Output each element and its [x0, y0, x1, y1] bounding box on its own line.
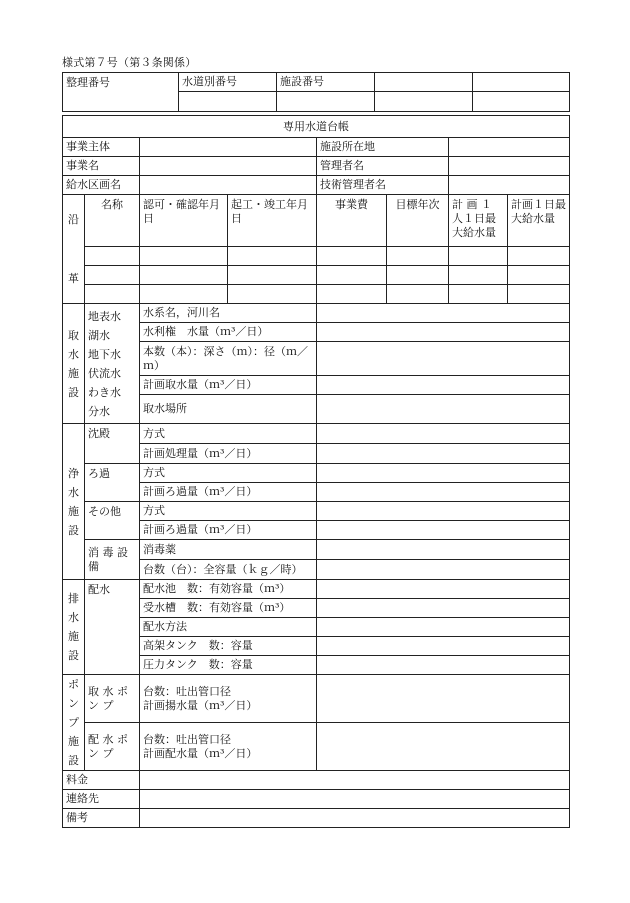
distribution-char: 水 — [68, 611, 79, 624]
form-caption: 様式第７号（第３条関係） — [62, 56, 197, 69]
suidou-label: 水道別番号 — [179, 73, 277, 92]
intake-char: 取 — [68, 328, 79, 342]
intake-row-label: 本数（本）：深さ（ｍ）：径（ｍ／ｍ） — [140, 342, 317, 376]
intake-category: 湖水 — [88, 328, 110, 342]
jigyou-shutai-label: 事業主体 — [63, 138, 140, 157]
header-blank-2[interactable] — [473, 73, 570, 92]
kyusui-value[interactable] — [140, 176, 317, 195]
page-title: 専用水道台帳 — [63, 116, 570, 138]
pump-char: 施 — [68, 735, 79, 748]
purification-row-label: 台数（台）：全容量（ｋｇ／時） — [140, 560, 317, 580]
history-cell[interactable] — [228, 266, 317, 285]
gijutsu-value[interactable] — [449, 176, 570, 195]
intake-row-label: 取水場所 — [140, 395, 317, 424]
pump-section-label — [63, 675, 85, 771]
shozaichi-label: 施設所在地 — [317, 138, 449, 157]
pump-row-label: 台数：吐出管口径 計画揚水量（ｍ³／日） — [140, 675, 317, 723]
header-blank-3[interactable] — [375, 92, 473, 112]
history-col-name: 名称 — [85, 195, 140, 247]
distribution-row-value[interactable] — [317, 580, 570, 599]
intake-row-label: 水利権 水量（ｍ³／日） — [140, 323, 317, 342]
history-cell[interactable] — [317, 266, 387, 285]
intake-category: 地表水 — [88, 309, 121, 323]
distribution-row-label: 受水槽 数：有効容量（ｍ³） — [140, 599, 317, 618]
purification-row-label: 計画ろ過量（ｍ³／日） — [140, 483, 317, 502]
history-cell[interactable] — [508, 266, 570, 285]
history-char: 沿 — [68, 213, 79, 226]
distribution-group: 配水 — [85, 580, 140, 675]
intake-row-label: 計画取水量（ｍ³／日） — [140, 376, 317, 395]
history-cell[interactable] — [140, 285, 228, 304]
distribution-row-label: 高架タンク 数：容量 — [140, 637, 317, 656]
distribution-char: 施 — [68, 630, 79, 643]
pump-row-value[interactable] — [317, 723, 570, 771]
intake-char: 水 — [68, 347, 79, 361]
intake-category: わき水 — [88, 385, 121, 399]
purification-row-label: 消毒薬 — [140, 540, 317, 560]
purification-row-label: 方式 — [140, 424, 317, 444]
intake-char: 設 — [68, 385, 79, 399]
purification-row-value[interactable] — [317, 483, 570, 502]
history-section-label — [63, 195, 85, 304]
purification-row-value[interactable] — [317, 444, 570, 464]
intake-row-value[interactable] — [317, 304, 570, 323]
purification-group-disinfection: 消 毒 設 備 — [85, 540, 140, 580]
header-blank-1[interactable] — [375, 73, 473, 92]
history-cell[interactable] — [317, 285, 387, 304]
history-col-target: 目標年次 — [387, 195, 449, 247]
history-cell[interactable] — [140, 247, 228, 266]
history-cell[interactable] — [387, 285, 449, 304]
purification-row-value[interactable] — [317, 560, 570, 580]
purification-char: 水 — [68, 485, 79, 499]
purification-char: 浄 — [68, 466, 79, 480]
pump-group-intake: 取 水 ポ ン プ — [85, 675, 140, 723]
history-cell[interactable] — [449, 266, 508, 285]
ryoukin-label: 料金 — [63, 771, 140, 790]
history-col-construction: 起工・竣工年月日 — [228, 195, 317, 247]
history-cell[interactable] — [508, 285, 570, 304]
intake-row-value[interactable] — [317, 342, 570, 376]
purification-row-value[interactable] — [317, 540, 570, 560]
jigyou-mei-label: 事業名 — [63, 157, 140, 176]
purification-row-label: 方式 — [140, 464, 317, 483]
intake-row-value[interactable] — [317, 376, 570, 395]
kanrisha-value[interactable] — [449, 157, 570, 176]
history-cell[interactable] — [449, 285, 508, 304]
purification-row-value[interactable] — [317, 464, 570, 483]
pump-char: ポ — [68, 678, 79, 691]
history-cell[interactable] — [317, 247, 387, 266]
pump-char: 設 — [68, 754, 79, 767]
history-col-per-capita: 計 画 １ 人１日最大給水量 — [449, 195, 508, 247]
intake-row-label: 水系名，河川名 — [140, 304, 317, 323]
history-cell[interactable] — [508, 247, 570, 266]
suidou-value[interactable] — [179, 92, 277, 112]
intake-categories — [85, 304, 140, 424]
shisetsu-label: 施設番号 — [277, 73, 375, 92]
purification-section-label — [63, 424, 85, 580]
history-cell[interactable] — [387, 266, 449, 285]
distribution-row-label: 圧力タンク 数：容量 — [140, 656, 317, 675]
pump-char: ン — [68, 697, 79, 710]
distribution-section-label — [63, 580, 85, 675]
shisetsu-value[interactable] — [277, 92, 375, 112]
purification-row-label: 計画処理量（ｍ³／日） — [140, 444, 317, 464]
history-cell[interactable] — [387, 247, 449, 266]
distribution-char: 設 — [68, 649, 79, 662]
distribution-row-value[interactable] — [317, 656, 570, 675]
history-cell[interactable] — [228, 247, 317, 266]
jigyou-shutai-value[interactable] — [140, 138, 317, 157]
bikou-value[interactable] — [140, 809, 570, 828]
history-col-cost: 事業費 — [317, 195, 387, 247]
purification-row-value[interactable] — [317, 502, 570, 521]
seiri-label: 整理番号 — [63, 73, 179, 112]
history-cell[interactable] — [85, 247, 140, 266]
purification-group-sediment: 沈殿 — [85, 424, 140, 464]
distribution-char: 排 — [68, 592, 79, 605]
purification-group-other: その他 — [85, 502, 140, 540]
pump-char: プ — [68, 716, 79, 729]
purification-row-label: 方式 — [140, 502, 317, 521]
distribution-row-label: 配水池 数：有効容量（ｍ³） — [140, 580, 317, 599]
purification-group-filtration: ろ過 — [85, 464, 140, 502]
distribution-row-value[interactable] — [317, 599, 570, 618]
jigyou-mei-value[interactable] — [140, 157, 317, 176]
history-col-daily-max: 計画１日最大給水量 — [508, 195, 570, 247]
distribution-row-value[interactable] — [317, 618, 570, 637]
history-cell[interactable] — [85, 266, 140, 285]
purification-char: 施 — [68, 504, 79, 518]
ryoukin-value[interactable] — [140, 771, 570, 790]
header-blank-4[interactable] — [473, 92, 570, 112]
renrakusaki-value[interactable] — [140, 790, 570, 809]
pump-group-distribution: 配 水 ポ ン プ — [85, 723, 140, 771]
kyusui-label: 給水区画名 — [63, 176, 140, 195]
distribution-row-label: 配水方法 — [140, 618, 317, 637]
intake-char: 施 — [68, 366, 79, 380]
intake-category: 分水 — [88, 404, 110, 418]
history-cell[interactable] — [449, 247, 508, 266]
purification-char: 設 — [68, 523, 79, 537]
purification-row-value[interactable] — [317, 521, 570, 540]
intake-row-value[interactable] — [317, 395, 570, 424]
gijutsu-label: 技術管理者名 — [317, 176, 449, 195]
purification-row-value[interactable] — [317, 424, 570, 444]
kanrisha-label: 管理者名 — [317, 157, 449, 176]
shozaichi-value[interactable] — [449, 138, 570, 157]
bikou-label: 備考 — [63, 809, 140, 828]
intake-row-value[interactable] — [317, 323, 570, 342]
history-cell[interactable] — [228, 285, 317, 304]
history-cell[interactable] — [85, 285, 140, 304]
intake-category: 伏流水 — [88, 366, 121, 380]
header-table — [62, 72, 570, 112]
main-table — [62, 115, 570, 828]
history-cell[interactable] — [140, 266, 228, 285]
pump-row-label: 台数：吐出管口径 計画配水量（ｍ³／日） — [140, 723, 317, 771]
renrakusaki-label: 連絡先 — [63, 790, 140, 809]
history-char: 革 — [68, 272, 79, 285]
history-col-approval: 認可・確認年月日 — [140, 195, 228, 247]
pump-row-value[interactable] — [317, 675, 570, 723]
intake-category: 地下水 — [88, 347, 121, 361]
purification-row-label: 計画ろ過量（ｍ³／日） — [140, 521, 317, 540]
intake-section-label — [63, 304, 85, 424]
distribution-row-value[interactable] — [317, 637, 570, 656]
